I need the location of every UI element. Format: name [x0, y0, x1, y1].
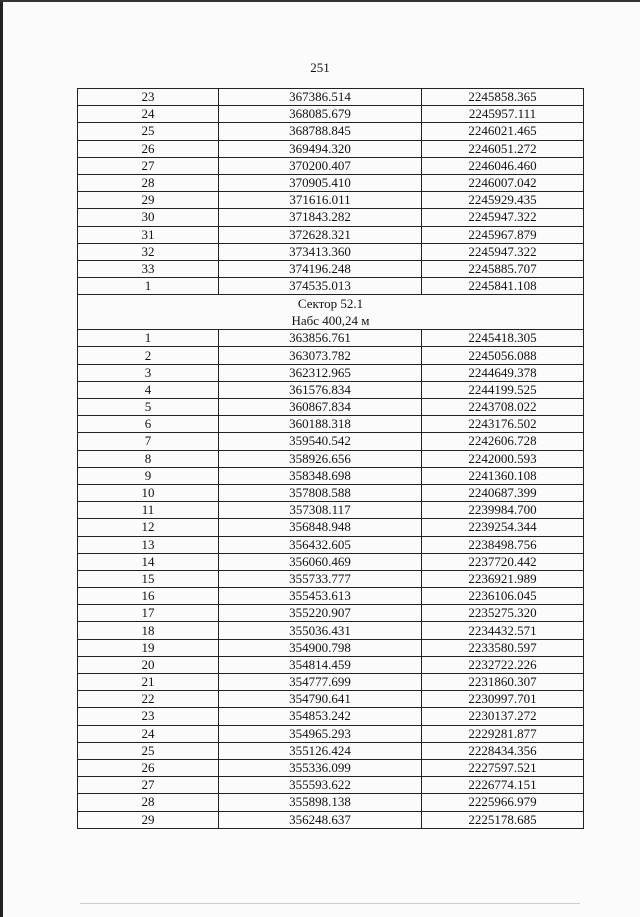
point-number-cell: 24	[78, 106, 219, 123]
y-coordinate-cell: 2225178.685	[422, 811, 584, 828]
x-coordinate-cell: 356848.948	[219, 519, 422, 536]
point-number-cell: 23	[78, 708, 219, 725]
y-coordinate-cell: 2230997.701	[422, 691, 584, 708]
y-coordinate-cell: 2228434.356	[422, 742, 584, 759]
table-row	[78, 794, 584, 811]
y-coordinate-cell: 2244199.525	[422, 381, 584, 398]
point-number-cell: 33	[78, 260, 219, 277]
table-row	[78, 639, 584, 656]
table-row	[78, 106, 584, 123]
y-coordinate-cell: 2238498.756	[422, 536, 584, 553]
y-coordinate-cell: 2227597.521	[422, 759, 584, 776]
y-coordinate-cell: 2232722.226	[422, 656, 584, 673]
y-coordinate-cell: 2242000.593	[422, 450, 584, 467]
y-coordinate-cell: 2230137.272	[422, 708, 584, 725]
table-row	[78, 708, 584, 725]
x-coordinate-cell: 354853.242	[219, 708, 422, 725]
table-row	[78, 674, 584, 691]
table-row	[78, 519, 584, 536]
table-row	[78, 260, 584, 277]
point-number-cell: 1	[78, 330, 219, 347]
point-number-cell: 19	[78, 639, 219, 656]
y-coordinate-cell: 2231860.307	[422, 674, 584, 691]
x-coordinate-cell: 373413.360	[219, 243, 422, 260]
scan-bottom-line	[80, 903, 580, 904]
x-coordinate-cell: 356248.637	[219, 811, 422, 828]
point-number-cell: 3	[78, 364, 219, 381]
point-number-cell: 27	[78, 157, 219, 174]
y-coordinate-cell: 2236106.045	[422, 588, 584, 605]
x-coordinate-cell: 356060.469	[219, 553, 422, 570]
table-row	[78, 811, 584, 828]
table-row	[78, 691, 584, 708]
y-coordinate-cell: 2226774.151	[422, 777, 584, 794]
x-coordinate-cell: 372628.321	[219, 226, 422, 243]
x-coordinate-cell: 355220.907	[219, 605, 422, 622]
table-row	[78, 622, 584, 639]
point-number-cell: 12	[78, 519, 219, 536]
x-coordinate-cell: 355336.099	[219, 759, 422, 776]
point-number-cell: 1	[78, 278, 219, 295]
table-row	[78, 605, 584, 622]
table-row	[78, 588, 584, 605]
point-number-cell: 29	[78, 811, 219, 828]
point-number-cell: 4	[78, 381, 219, 398]
y-coordinate-cell: 2246046.460	[422, 157, 584, 174]
scan-edge-top	[0, 0, 640, 2]
x-coordinate-cell: 363856.761	[219, 330, 422, 347]
y-coordinate-cell: 2229281.877	[422, 725, 584, 742]
sector-subtitle: Набс 400,24 м	[291, 313, 370, 329]
x-coordinate-cell: 371843.282	[219, 209, 422, 226]
point-number-cell: 26	[78, 759, 219, 776]
point-number-cell: 29	[78, 192, 219, 209]
x-coordinate-cell: 374535.013	[219, 278, 422, 295]
point-number-cell: 22	[78, 691, 219, 708]
table-row	[78, 553, 584, 570]
point-number-cell: 7	[78, 433, 219, 450]
point-number-cell: 27	[78, 777, 219, 794]
table-body-top	[78, 89, 584, 295]
y-coordinate-cell: 2245418.305	[422, 330, 584, 347]
x-coordinate-cell: 368085.679	[219, 106, 422, 123]
table-row	[78, 140, 584, 157]
table-row	[78, 399, 584, 416]
x-coordinate-cell: 357308.117	[219, 502, 422, 519]
y-coordinate-cell: 2239254.344	[422, 519, 584, 536]
table-row	[78, 450, 584, 467]
point-number-cell: 23	[78, 89, 219, 106]
y-coordinate-cell: 2245947.322	[422, 243, 584, 260]
table-row	[78, 416, 584, 433]
y-coordinate-cell: 2246051.272	[422, 140, 584, 157]
point-number-cell: 5	[78, 399, 219, 416]
table-row	[78, 123, 584, 140]
point-number-cell: 17	[78, 605, 219, 622]
y-coordinate-cell: 2245947.322	[422, 209, 584, 226]
x-coordinate-cell: 354777.699	[219, 674, 422, 691]
x-coordinate-cell: 354965.293	[219, 725, 422, 742]
table-row	[78, 742, 584, 759]
table-row	[78, 467, 584, 484]
point-number-cell: 28	[78, 174, 219, 191]
y-coordinate-cell: 2245967.879	[422, 226, 584, 243]
point-number-cell: 25	[78, 123, 219, 140]
x-coordinate-cell: 358926.656	[219, 450, 422, 467]
table-row	[78, 484, 584, 501]
point-number-cell: 14	[78, 553, 219, 570]
y-coordinate-cell: 2241360.108	[422, 467, 584, 484]
x-coordinate-cell: 369494.320	[219, 140, 422, 157]
x-coordinate-cell: 358348.698	[219, 467, 422, 484]
point-number-cell: 21	[78, 674, 219, 691]
x-coordinate-cell: 354790.641	[219, 691, 422, 708]
x-coordinate-cell: 370200.407	[219, 157, 422, 174]
x-coordinate-cell: 371616.011	[219, 192, 422, 209]
coordinates-table	[77, 88, 584, 829]
x-coordinate-cell: 370905.410	[219, 174, 422, 191]
table-row	[78, 656, 584, 673]
table-row	[78, 364, 584, 381]
y-coordinate-cell: 2225966.979	[422, 794, 584, 811]
point-number-cell: 18	[78, 622, 219, 639]
sector-header-cell	[78, 295, 584, 330]
y-coordinate-cell: 2245841.108	[422, 278, 584, 295]
x-coordinate-cell: 354814.459	[219, 656, 422, 673]
y-coordinate-cell: 2244649.378	[422, 364, 584, 381]
point-number-cell: 6	[78, 416, 219, 433]
x-coordinate-cell: 355898.138	[219, 794, 422, 811]
y-coordinate-cell: 2246007.042	[422, 174, 584, 191]
sector-header-row	[78, 295, 584, 330]
y-coordinate-cell: 2245957.111	[422, 106, 584, 123]
y-coordinate-cell: 2245885.707	[422, 260, 584, 277]
point-number-cell: 20	[78, 656, 219, 673]
x-coordinate-cell: 360867.834	[219, 399, 422, 416]
y-coordinate-cell: 2235275.320	[422, 605, 584, 622]
y-coordinate-cell: 2245858.365	[422, 89, 584, 106]
table-row	[78, 157, 584, 174]
x-coordinate-cell: 360188.318	[219, 416, 422, 433]
y-coordinate-cell: 2242606.728	[422, 433, 584, 450]
table-row	[78, 759, 584, 776]
y-coordinate-cell: 2239984.700	[422, 502, 584, 519]
x-coordinate-cell: 355733.777	[219, 570, 422, 587]
point-number-cell: 32	[78, 243, 219, 260]
point-number-cell: 8	[78, 450, 219, 467]
x-coordinate-cell: 355593.622	[219, 777, 422, 794]
x-coordinate-cell: 374196.248	[219, 260, 422, 277]
table-row	[78, 570, 584, 587]
table-row	[78, 192, 584, 209]
table-row	[78, 725, 584, 742]
scan-edge-left	[0, 0, 3, 917]
table-row	[78, 174, 584, 191]
y-coordinate-cell: 2234432.571	[422, 622, 584, 639]
sector-header	[78, 295, 584, 330]
table-row	[78, 777, 584, 794]
point-number-cell: 30	[78, 209, 219, 226]
x-coordinate-cell: 355036.431	[219, 622, 422, 639]
point-number-cell: 31	[78, 226, 219, 243]
x-coordinate-cell: 359540.542	[219, 433, 422, 450]
y-coordinate-cell: 2240687.399	[422, 484, 584, 501]
point-number-cell: 16	[78, 588, 219, 605]
point-number-cell: 15	[78, 570, 219, 587]
y-coordinate-cell: 2233580.597	[422, 639, 584, 656]
x-coordinate-cell: 357808.588	[219, 484, 422, 501]
table-row	[78, 278, 584, 295]
x-coordinate-cell: 363073.782	[219, 347, 422, 364]
table-row	[78, 536, 584, 553]
table-row	[78, 502, 584, 519]
x-coordinate-cell: 368788.845	[219, 123, 422, 140]
x-coordinate-cell: 356432.605	[219, 536, 422, 553]
y-coordinate-cell: 2245056.088	[422, 347, 584, 364]
table-row	[78, 226, 584, 243]
page-number: 251	[310, 60, 330, 75]
point-number-cell: 24	[78, 725, 219, 742]
table-row	[78, 381, 584, 398]
y-coordinate-cell: 2246021.465	[422, 123, 584, 140]
y-coordinate-cell: 2237720.442	[422, 553, 584, 570]
point-number-cell: 28	[78, 794, 219, 811]
y-coordinate-cell: 2243708.022	[422, 399, 584, 416]
table-row	[78, 209, 584, 226]
x-coordinate-cell: 361576.834	[219, 381, 422, 398]
table-row	[78, 347, 584, 364]
table-row	[78, 330, 584, 347]
y-coordinate-cell: 2245929.435	[422, 192, 584, 209]
sector-title: Сектор 52.1	[297, 296, 364, 312]
point-number-cell: 26	[78, 140, 219, 157]
point-number-cell: 10	[78, 484, 219, 501]
point-number-cell: 9	[78, 467, 219, 484]
x-coordinate-cell: 355453.613	[219, 588, 422, 605]
point-number-cell: 25	[78, 742, 219, 759]
table-row	[78, 243, 584, 260]
x-coordinate-cell: 355126.424	[219, 742, 422, 759]
table-body-bottom	[78, 330, 584, 828]
y-coordinate-cell: 2243176.502	[422, 416, 584, 433]
point-number-cell: 2	[78, 347, 219, 364]
x-coordinate-cell: 354900.798	[219, 639, 422, 656]
table-row	[78, 89, 584, 106]
point-number-cell: 13	[78, 536, 219, 553]
table-row	[78, 433, 584, 450]
x-coordinate-cell: 367386.514	[219, 89, 422, 106]
y-coordinate-cell: 2236921.989	[422, 570, 584, 587]
x-coordinate-cell: 362312.965	[219, 364, 422, 381]
point-number-cell: 11	[78, 502, 219, 519]
